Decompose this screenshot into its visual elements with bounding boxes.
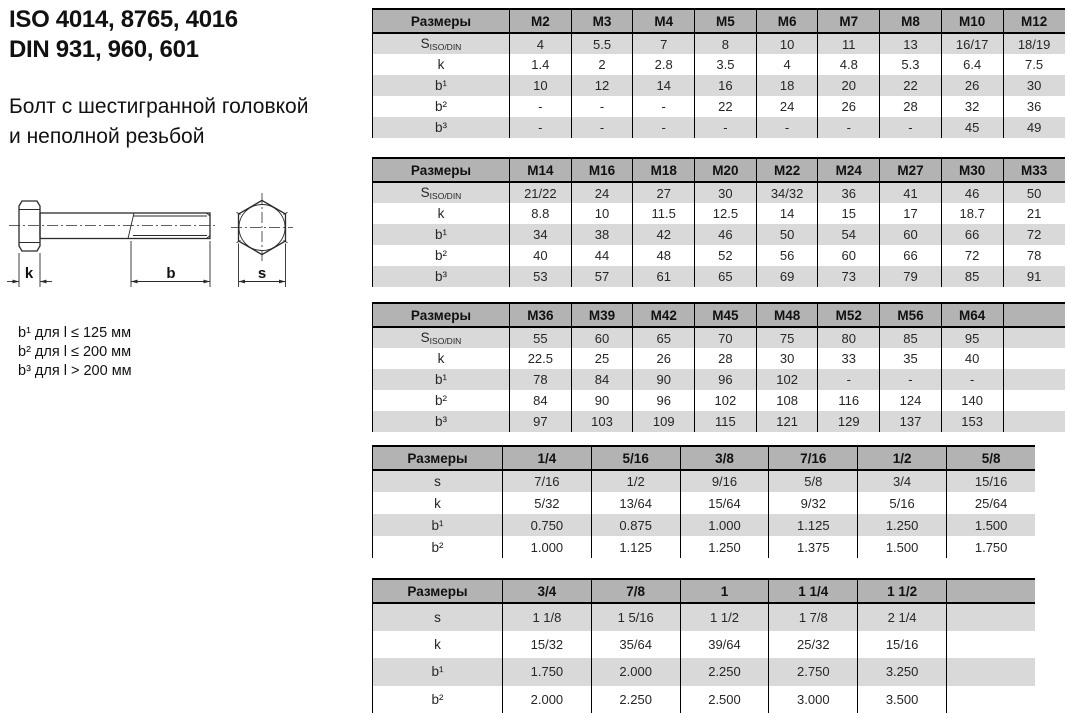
table-cell: 0.750 [503, 514, 592, 536]
table-cell: 26 [633, 348, 695, 369]
table-cell: 121 [756, 411, 818, 432]
table-cell [1003, 369, 1065, 390]
table-cell: 1.000 [503, 536, 592, 558]
table-cell: 108 [756, 390, 818, 411]
table-cell: 3.500 [858, 686, 947, 714]
table-cell: 78 [1003, 245, 1065, 266]
table-corner-header: Размеры [373, 446, 503, 470]
table-cell: 1.000 [680, 514, 769, 536]
table-cell: 65 [695, 266, 757, 287]
table-cell: 52 [695, 245, 757, 266]
column-header: 3/4 [503, 579, 592, 603]
column-header: M48 [756, 303, 818, 327]
table-row [373, 245, 1065, 266]
column-header: M10 [941, 9, 1003, 33]
table-cell: 70 [695, 327, 757, 348]
table-cell [1003, 390, 1065, 411]
row-label: b³ [373, 117, 510, 138]
column-header: 5/16 [591, 446, 680, 470]
column-header: 1 [680, 579, 769, 603]
table-cell: 11 [818, 33, 880, 54]
table-cell: 2 [571, 54, 633, 75]
row-label: k [437, 206, 445, 221]
table-cell: 78 [510, 369, 572, 390]
column-header: M27 [880, 158, 942, 182]
column-header: 1/2 [858, 446, 947, 470]
table-cell: 1.375 [769, 536, 858, 558]
table-row [373, 536, 1036, 558]
row-label: b¹ [373, 514, 503, 536]
table-row [373, 96, 1065, 117]
bolt-diagram [0, 180, 320, 315]
table-cell: 85 [880, 327, 942, 348]
table-row [373, 182, 1065, 203]
column-header: M20 [695, 158, 757, 182]
table-row [373, 411, 1065, 432]
row-label: $S_{ISO/DIN}$ [373, 33, 510, 54]
footnote-b1: b¹ для l ≤ 125 мм [18, 325, 132, 341]
table-cell: - [880, 369, 942, 390]
header-row [373, 9, 1065, 33]
column-header: 1/4 [503, 446, 592, 470]
table-cell: 96 [633, 390, 695, 411]
row-label: k [437, 351, 445, 366]
table-corner-header: Размеры [373, 9, 510, 33]
table-corner-header: Размеры [373, 303, 510, 327]
table-cell: 8.8 [510, 203, 572, 224]
table-cell: 3.250 [858, 658, 947, 686]
table-cell: 102 [756, 369, 818, 390]
table-cell: 10 [571, 203, 633, 224]
table-cell: 21 [1003, 203, 1065, 224]
table-cell: 103 [571, 411, 633, 432]
row-label: b¹ [373, 75, 510, 96]
table-cell: 72 [941, 245, 1003, 266]
table-cell: 2.000 [503, 686, 592, 714]
table-cell: 36 [818, 182, 880, 203]
table-cell: 2.750 [769, 658, 858, 686]
table-cell: 13/64 [591, 492, 680, 514]
row-label: $S_{ISO/DIN}$ [373, 182, 510, 203]
table-cell: 2 1/4 [858, 603, 947, 631]
table-cell: 1.125 [769, 514, 858, 536]
table-cell: 97 [510, 411, 572, 432]
table-cell: 80 [818, 327, 880, 348]
table-cell: 1 1/2 [680, 603, 769, 631]
footnote-b3: b³ для l > 200 мм [18, 363, 132, 379]
table-cell: 91 [1003, 266, 1065, 287]
table-cell: 26 [941, 75, 1003, 96]
table-cell: 41 [880, 182, 942, 203]
column-header: M33 [1003, 158, 1065, 182]
column-header: M18 [633, 158, 695, 182]
column-header: M16 [571, 158, 633, 182]
table-cell: 9/32 [769, 492, 858, 514]
dimension-label-k: k [24, 265, 34, 282]
table-cell: 9/16 [680, 470, 769, 492]
table-cell: 72 [1003, 224, 1065, 245]
table-cell: 46 [695, 224, 757, 245]
table-cell: 1.250 [858, 514, 947, 536]
column-header: M5 [695, 9, 757, 33]
row-label: b³ [373, 411, 510, 432]
subtitle-line-2: и неполной резьбой [9, 125, 205, 148]
row-label: b² [434, 393, 447, 408]
table-cell: 115 [695, 411, 757, 432]
row-label: b¹ [373, 658, 503, 686]
table-cell: 35 [880, 348, 942, 369]
table-cell: 14 [756, 203, 818, 224]
column-header: 5/8 [946, 446, 1035, 470]
table-cell: 2.250 [591, 686, 680, 714]
table-cell: 25/64 [946, 492, 1035, 514]
table-row [373, 117, 1065, 138]
table-cell: 95 [941, 327, 1003, 348]
table-row [373, 369, 1065, 390]
table-cell: 116 [818, 390, 880, 411]
table-cell: 15 [818, 203, 880, 224]
table-cell: 28 [695, 348, 757, 369]
table-metric-m14-m33 [372, 157, 1065, 287]
table-cell: 129 [818, 411, 880, 432]
table-cell: 1.750 [946, 536, 1035, 558]
table-cell: 90 [633, 369, 695, 390]
table-cell: 66 [941, 224, 1003, 245]
table-cell: 65 [633, 327, 695, 348]
table-cell: 33 [818, 348, 880, 369]
table-cell: 10 [510, 75, 572, 96]
table-row [373, 492, 1036, 514]
table-cell: 60 [818, 245, 880, 266]
table-imperial-3-4-to-1-5 [372, 578, 1035, 713]
table-cell: 25 [571, 348, 633, 369]
footnote-b2: b² для l ≤ 200 мм [18, 344, 132, 360]
table-row [373, 224, 1065, 245]
table-cell: 85 [941, 266, 1003, 287]
row-label: b¹ [373, 224, 510, 245]
table-cell: 57 [571, 266, 633, 287]
row-label: b² [431, 691, 444, 707]
table-cell [946, 603, 1035, 631]
table-cell: 5.5 [571, 33, 633, 54]
table-cell: - [571, 117, 633, 138]
table-cell: 30 [756, 348, 818, 369]
row-label: k [437, 57, 445, 72]
table-cell: 27 [633, 182, 695, 203]
row-label: k [434, 636, 441, 652]
table-cell: 1.750 [503, 658, 592, 686]
header-row [373, 579, 1036, 603]
table-cell: 16 [695, 75, 757, 96]
row-label: $S_{ISO/DIN}$ [373, 327, 510, 348]
table-cell [1003, 348, 1065, 369]
table-cell: 26 [818, 96, 880, 117]
table-cell: 2.250 [680, 658, 769, 686]
table-cell: 14 [633, 75, 695, 96]
table-cell: 22 [695, 96, 757, 117]
table-imperial-quarter-to-5-8 [372, 445, 1035, 558]
table-cell: - [633, 117, 695, 138]
table-cell: 25/32 [769, 631, 858, 659]
table-cell: 50 [1003, 182, 1065, 203]
table-cell: 1.250 [680, 536, 769, 558]
column-header: M4 [633, 9, 695, 33]
table-cell: 15/64 [680, 492, 769, 514]
table-row [373, 348, 1065, 369]
table-cell: 7/16 [503, 470, 592, 492]
table-cell: 4.8 [818, 54, 880, 75]
column-header: M6 [756, 9, 818, 33]
dimension-label-b: b [166, 265, 176, 282]
table-metric-m2-m12 [372, 8, 1065, 138]
table-cell: 6.4 [941, 54, 1003, 75]
table-cell: 50 [756, 224, 818, 245]
table-cell: 34 [510, 224, 572, 245]
column-header: 1 1/2 [858, 579, 947, 603]
table-cell [946, 631, 1035, 659]
row-label: b¹ [373, 369, 510, 390]
table-cell: 69 [756, 266, 818, 287]
table-cell: 22 [880, 75, 942, 96]
document-title [9, 5, 238, 65]
table-cell: 1.500 [858, 536, 947, 558]
table-cell: 7.5 [1003, 54, 1065, 75]
table-cell: 153 [941, 411, 1003, 432]
table-cell: 18.7 [941, 203, 1003, 224]
table-row [373, 470, 1036, 492]
table-cell: 84 [510, 390, 572, 411]
column-header: M14 [510, 158, 572, 182]
column-header: 3/8 [680, 446, 769, 470]
table-cell: 0.875 [591, 514, 680, 536]
table-row [373, 514, 1036, 536]
table-cell: 18 [756, 75, 818, 96]
table-cell [946, 686, 1035, 714]
table-cell: 10 [756, 33, 818, 54]
table-cell: 73 [818, 266, 880, 287]
table-cell: 1 7/8 [769, 603, 858, 631]
table-cell: 2.8 [633, 54, 695, 75]
subtitle-line-1: Болт с шестигранной головкой [9, 95, 309, 118]
table-cell: 1.125 [591, 536, 680, 558]
table-cell: 3.000 [769, 686, 858, 714]
column-header: 7/8 [591, 579, 680, 603]
column-header: M36 [510, 303, 572, 327]
table-row [373, 203, 1065, 224]
table-cell: 84 [571, 369, 633, 390]
header-row [373, 303, 1065, 327]
table-row [373, 631, 1036, 659]
bolt-side-view [7, 201, 218, 287]
table-cell: 96 [695, 369, 757, 390]
column-header: M42 [633, 303, 695, 327]
table-cell: 36 [1003, 96, 1065, 117]
table-cell: 61 [633, 266, 695, 287]
table-cell: 30 [695, 182, 757, 203]
table-cell: 17 [880, 203, 942, 224]
column-header: M52 [818, 303, 880, 327]
table-cell: 2.000 [591, 658, 680, 686]
table-corner-header: Размеры [373, 579, 503, 603]
footnotes [18, 324, 132, 381]
row-label: b² [434, 99, 447, 114]
table-cell: - [571, 96, 633, 117]
table-row [373, 33, 1065, 54]
table-cell: 90 [571, 390, 633, 411]
table-row [373, 686, 1036, 714]
table-cell: 15/32 [503, 631, 592, 659]
table-cell: 18/19 [1003, 33, 1065, 54]
column-header: M22 [756, 158, 818, 182]
table-cell: - [633, 96, 695, 117]
table-cell: 53 [510, 266, 572, 287]
table-cell: 15/16 [858, 631, 947, 659]
table-cell: 21/22 [510, 182, 572, 203]
table-cell: 1.4 [510, 54, 572, 75]
table-cell: 137 [880, 411, 942, 432]
table-cell: - [941, 369, 1003, 390]
header-row [373, 446, 1036, 470]
bolt-end-view [231, 193, 293, 287]
table-cell: 140 [941, 390, 1003, 411]
column-header: M8 [880, 9, 942, 33]
column-header: M24 [818, 158, 880, 182]
table-cell: 5.3 [880, 54, 942, 75]
row-label: s [373, 470, 503, 492]
table-cell: 54 [818, 224, 880, 245]
table-cell: 39/64 [680, 631, 769, 659]
table-cell: 5/8 [769, 470, 858, 492]
table-cell: 35/64 [591, 631, 680, 659]
table-cell: - [818, 117, 880, 138]
column-header: M64 [941, 303, 1003, 327]
table-cell: 24 [571, 182, 633, 203]
table-cell: 16/17 [941, 33, 1003, 54]
table-cell: 124 [880, 390, 942, 411]
table-cell: 40 [510, 245, 572, 266]
table-cell: 48 [633, 245, 695, 266]
table-cell: 34/32 [756, 182, 818, 203]
table-cell: 44 [571, 245, 633, 266]
table-cell: - [880, 117, 942, 138]
table-cell: 3.5 [695, 54, 757, 75]
table-cell [1003, 411, 1065, 432]
table-row [373, 75, 1065, 96]
table-metric-m36-m64 [372, 302, 1065, 432]
row-label: b³ [373, 266, 510, 287]
table-cell: 45 [941, 117, 1003, 138]
table-cell: 1/2 [591, 470, 680, 492]
table-row [373, 327, 1065, 348]
table-row [373, 266, 1065, 287]
table-cell: 60 [880, 224, 942, 245]
column-header: M2 [510, 9, 572, 33]
table-cell: - [695, 117, 757, 138]
table-cell: 42 [633, 224, 695, 245]
table-cell: 22.5 [510, 348, 572, 369]
column-header [946, 579, 1035, 603]
table-row [373, 390, 1065, 411]
table-cell: - [818, 369, 880, 390]
table-cell: - [756, 117, 818, 138]
table-cell: 7 [633, 33, 695, 54]
table-cell: 38 [571, 224, 633, 245]
table-row [373, 54, 1065, 75]
table-cell: 1.500 [946, 514, 1035, 536]
table-cell: 15/16 [946, 470, 1035, 492]
table-cell: 28 [880, 96, 942, 117]
table-cell: 1 5/16 [591, 603, 680, 631]
column-header: 7/16 [769, 446, 858, 470]
column-header: M7 [818, 9, 880, 33]
table-cell: 4 [510, 33, 572, 54]
table-cell: 60 [571, 327, 633, 348]
table-cell: - [510, 96, 572, 117]
dimension-label-s: s [257, 265, 267, 282]
table-cell: 66 [880, 245, 942, 266]
table-cell: 20 [818, 75, 880, 96]
table-cell: 24 [756, 96, 818, 117]
row-label: b² [434, 248, 447, 263]
table-cell: 5/16 [858, 492, 947, 514]
table-cell: 4 [756, 54, 818, 75]
table-cell: 30 [1003, 75, 1065, 96]
table-cell: 1 1/8 [503, 603, 592, 631]
document-subtitle [9, 92, 308, 152]
table-cell [946, 658, 1035, 686]
table-row [373, 658, 1036, 686]
table-cell: 46 [941, 182, 1003, 203]
table-cell: 12 [571, 75, 633, 96]
table-cell: 8 [695, 33, 757, 54]
table-cell: 40 [941, 348, 1003, 369]
table-cell: 79 [880, 266, 942, 287]
table-cell: 109 [633, 411, 695, 432]
table-cell: 2.500 [680, 686, 769, 714]
table-corner-header: Размеры [373, 158, 510, 182]
column-header: M12 [1003, 9, 1065, 33]
column-header: M45 [695, 303, 757, 327]
column-header: M3 [571, 9, 633, 33]
header-row [373, 158, 1065, 182]
column-header: M39 [571, 303, 633, 327]
row-label: k [434, 495, 441, 511]
table-cell: 32 [941, 96, 1003, 117]
table-cell: 5/32 [503, 492, 592, 514]
table-cell: 55 [510, 327, 572, 348]
table-cell: 75 [756, 327, 818, 348]
title-iso-line: ISO 4014, 8765, 4016 [9, 6, 238, 33]
column-header: M56 [880, 303, 942, 327]
table-cell: 3/4 [858, 470, 947, 492]
title-din-line: DIN 931, 960, 601 [9, 36, 199, 63]
table-cell: 11.5 [633, 203, 695, 224]
table-row [373, 603, 1036, 631]
table-cell: 12.5 [695, 203, 757, 224]
table-cell: 102 [695, 390, 757, 411]
row-label: b² [431, 539, 444, 555]
table-cell: 13 [880, 33, 942, 54]
column-header: 1 1/4 [769, 579, 858, 603]
table-cell: 56 [756, 245, 818, 266]
table-cell: - [510, 117, 572, 138]
column-header [1003, 303, 1065, 327]
table-cell [1003, 327, 1065, 348]
row-label: s [373, 603, 503, 631]
column-header: M30 [941, 158, 1003, 182]
table-cell: 49 [1003, 117, 1065, 138]
